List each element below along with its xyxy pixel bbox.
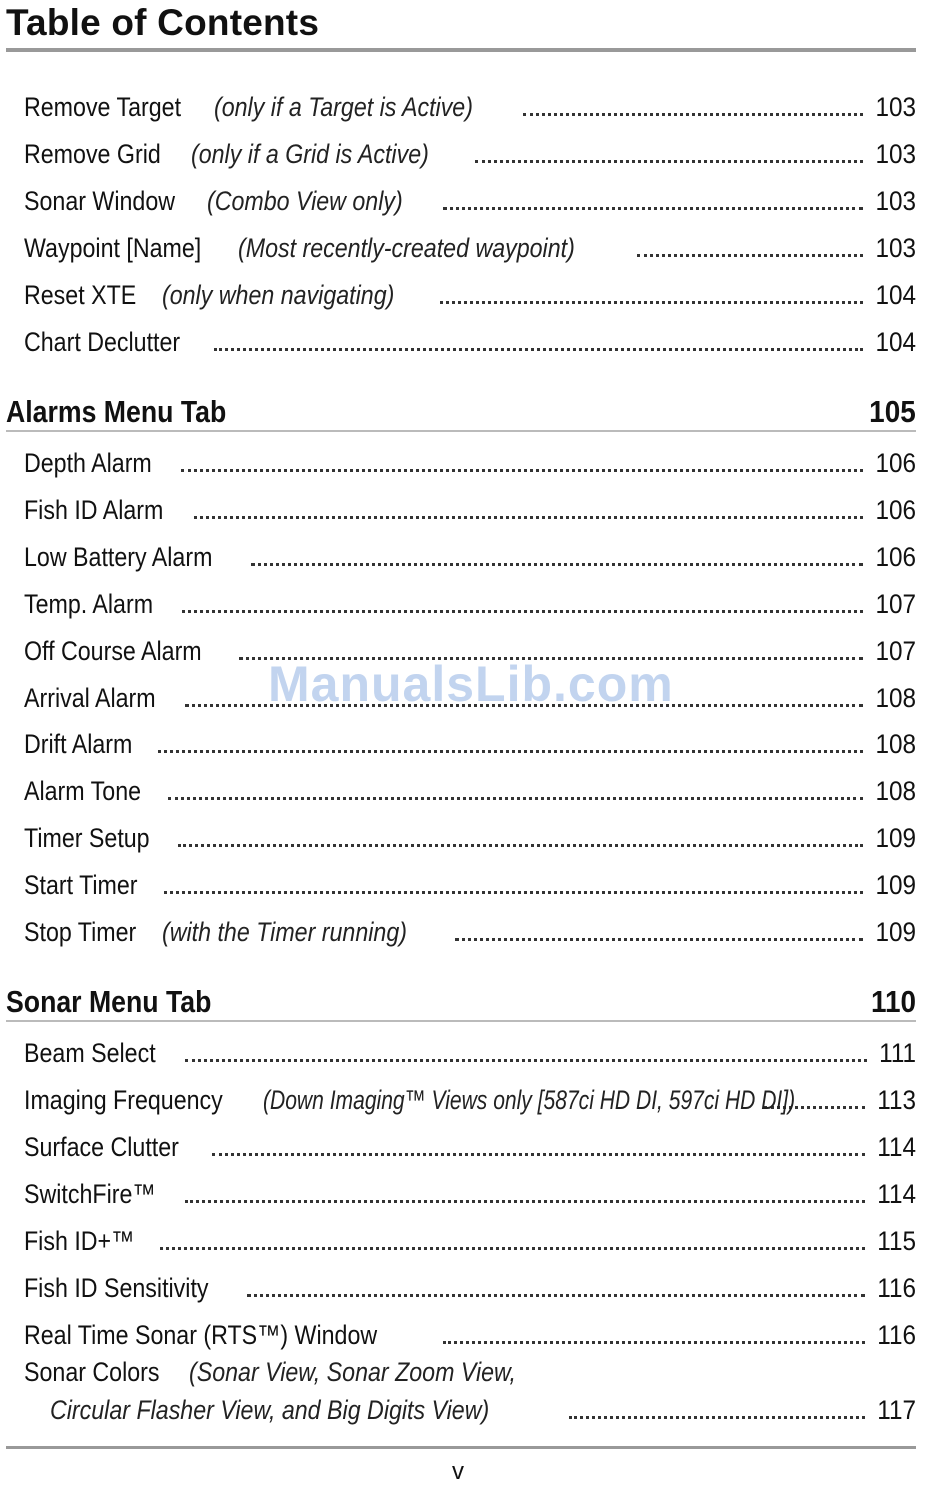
toc-entry[interactable] [24,1124,916,1164]
entry-page: 103 [875,92,916,122]
toc-entry[interactable] [24,487,916,527]
toc-entry[interactable] [24,1265,916,1305]
toc-entry[interactable] [24,1171,916,1211]
dot-leader [443,207,863,210]
entry-page: 107 [875,636,916,666]
entry-page: 114 [877,1179,916,1209]
entry-page: 104 [875,280,916,310]
dot-leader [164,891,863,894]
entry-note: (Most recently-created waypoint) [237,233,575,263]
entry-label: Timer Setup [24,823,150,853]
entry-label: Fish ID Sensitivity [24,1273,209,1303]
entry-page: 103 [875,186,916,216]
toc-entry[interactable] [24,768,916,808]
entry-note: (Combo View only) [207,186,403,216]
section-page: 110 [870,984,916,1019]
footer-divider [6,1446,916,1449]
entry-label: SwitchFire™ [24,1179,156,1209]
entry-label: Sonar Colors [24,1357,160,1387]
toc-entry[interactable] [24,225,916,265]
entry-page: 109 [875,823,916,853]
entry-label: Remove Target [24,92,182,122]
toc-entry[interactable] [24,1349,916,1389]
dot-leader [185,1059,867,1062]
section-divider [6,430,916,432]
toc-entry[interactable] [24,440,916,480]
entry-note: Circular Flasher View, and Big Digits View) [50,1395,490,1425]
section-title: Sonar Menu Tab [6,984,212,1019]
dot-leader [523,113,863,116]
dot-leader [194,516,863,519]
title-divider [6,48,916,52]
dot-leader [185,1200,865,1203]
dot-leader [637,254,863,257]
entry-label: Reset XTE [24,280,137,310]
toc-entry[interactable] [24,721,916,761]
toc-entry[interactable] [24,131,916,171]
entry-page: 107 [875,589,916,619]
entry-label: Surface Clutter [24,1132,179,1162]
footer-page-number: v [452,1458,464,1485]
entry-label: Fish ID+™ [24,1226,135,1256]
toc-entry[interactable] [24,178,916,218]
dot-leader [251,563,863,566]
toc-entry[interactable] [24,862,916,902]
entry-label: Real Time Sonar (RTS™) Window [24,1320,378,1350]
dot-leader [212,1153,865,1156]
entry-label: Low Battery Alarm [24,542,213,572]
watermark: ManualsLib.com [268,656,674,712]
entry-page: 117 [877,1395,916,1425]
section-title: Alarms Menu Tab [6,394,227,429]
entry-label: Start Timer [24,870,138,900]
dot-leader [214,348,863,351]
entry-page: 103 [875,139,916,169]
dot-leader [440,301,863,304]
entry-page: 116 [877,1320,916,1350]
entry-label: Imaging Frequency [24,1085,223,1115]
dot-leader [181,469,863,472]
entry-page: 104 [875,327,916,357]
toc-entry[interactable] [24,909,916,949]
entry-page: 109 [875,917,916,947]
entry-label: Chart Declutter [24,327,181,357]
entry-page: 109 [875,870,916,900]
entry-page: 106 [875,495,916,525]
entry-page: 108 [875,683,916,713]
dot-leader [475,160,863,163]
entry-note: (only when navigating) [162,280,395,310]
entry-label: Temp. Alarm [24,589,154,619]
entry-label: Stop Timer [24,917,137,947]
toc-entry-continued[interactable] [50,1387,916,1427]
toc-entry[interactable] [24,1030,916,1070]
entry-label: Depth Alarm [24,448,152,478]
entry-page: 106 [875,542,916,572]
entry-label: Drift Alarm [24,729,133,759]
section-page: 105 [869,394,916,429]
toc-entry[interactable] [24,534,916,574]
dot-leader [168,797,863,800]
toc-entry[interactable] [24,815,916,855]
entry-label: Alarm Tone [24,776,142,806]
toc-entry[interactable] [24,1077,916,1117]
entry-page: 108 [875,729,916,759]
section-divider [6,1020,916,1022]
toc-entry[interactable] [24,581,916,621]
entry-page: 106 [875,448,916,478]
entry-page: 113 [877,1085,916,1115]
entry-note: (only if a Grid is Active) [190,139,429,169]
section-heading-alarms[interactable] [6,392,916,430]
dot-leader [455,938,863,941]
entry-page: 114 [877,1132,916,1162]
dot-leader [178,844,863,847]
entry-note: (Sonar View, Sonar Zoom View, [189,1357,517,1387]
toc-entry[interactable] [24,319,916,359]
entry-page: 116 [877,1273,916,1303]
dot-leader [160,1247,865,1250]
entry-label: Off Course Alarm [24,636,202,666]
toc-entry[interactable] [24,84,916,124]
dot-leader [158,750,863,753]
dot-leader [443,1341,865,1344]
toc-entry[interactable] [24,1218,916,1258]
entry-note: (Down Imaging™ Views only [587ci HD DI, 597ci HD DI]) [262,1085,795,1115]
page-title: Table of Contents [6,2,320,43]
entry-label: Sonar Window [24,186,176,216]
entry-label: Arrival Alarm [24,683,156,713]
dot-leader [182,610,863,613]
entry-label: Fish ID Alarm [24,495,164,525]
toc-entry[interactable] [24,1312,916,1352]
entry-note: (with the Timer running) [162,917,408,947]
entry-label: Remove Grid [24,139,161,169]
entry-label: Waypoint [Name] [24,233,202,263]
entry-page: 108 [875,776,916,806]
section-heading-sonar[interactable] [6,982,916,1020]
entry-note: (only if a Target is Active) [214,92,474,122]
entry-page: 115 [877,1226,916,1256]
entry-page: 111 [879,1038,916,1068]
toc-entry[interactable] [24,272,916,312]
dot-leader [569,1416,865,1419]
entry-page: 103 [875,233,916,263]
entry-label: Beam Select [24,1038,156,1068]
dot-leader [247,1294,865,1297]
